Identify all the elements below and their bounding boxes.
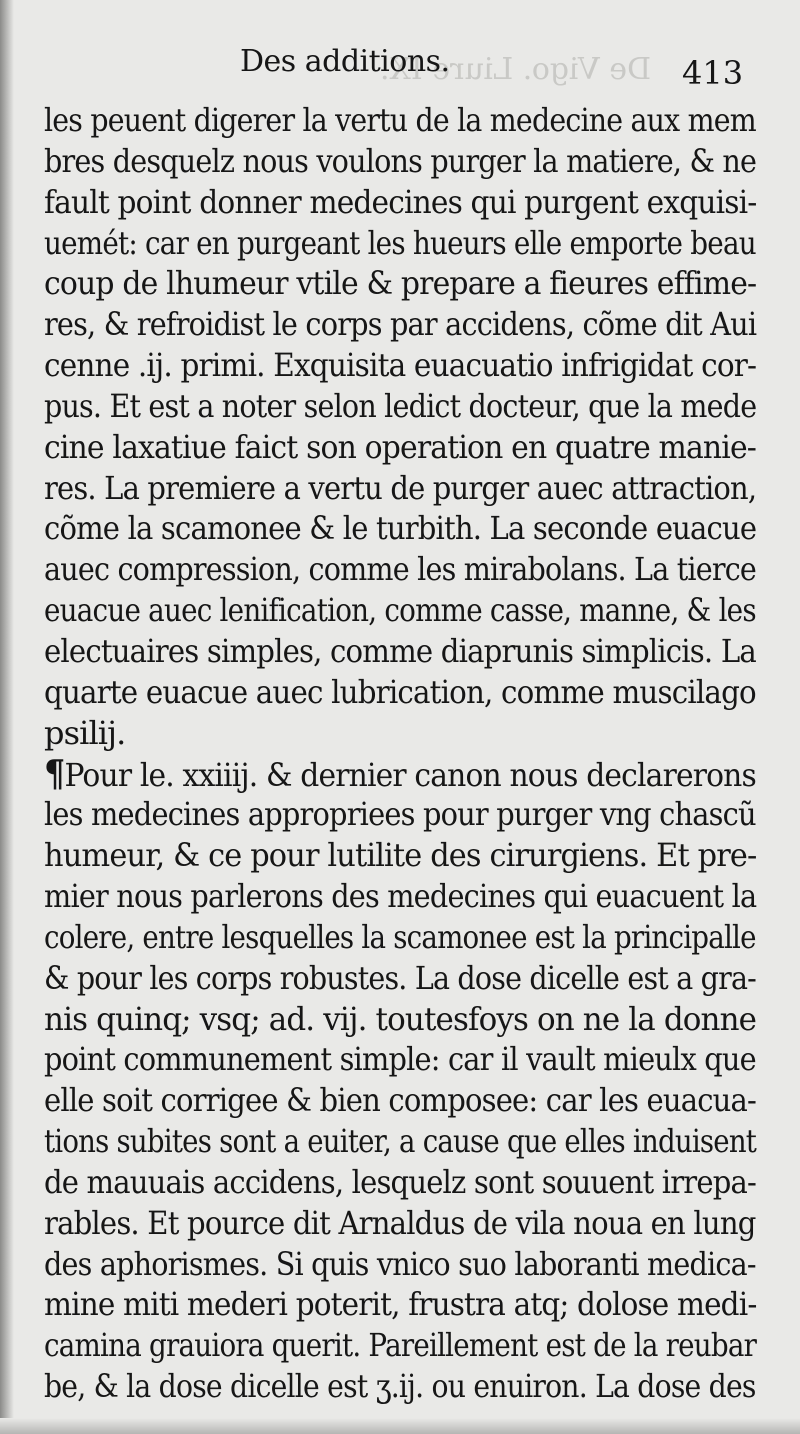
bleed-through-text: De Vigo. Liure IX. <box>380 52 652 87</box>
page-shadow-bottom <box>0 1418 800 1434</box>
text-line: psilij. <box>44 713 126 752</box>
running-title: Des additions. <box>240 44 450 79</box>
text-line: uemét: car en purgeant les hueurs elle emporte beau <box>44 223 756 262</box>
text-line: pus. Et est a noter selon ledict docteur, que la mede <box>44 386 757 425</box>
text-line: bres desquelz nous voulons purger la matiere, & ne <box>44 141 757 180</box>
text-line: les peuent digerer la vertu de la medecine aux mem <box>44 101 756 139</box>
text-line: des aphorismes. Si quis vnico suo laboranti medica- <box>44 1244 756 1283</box>
body-text <box>44 100 756 1407</box>
text-line: point communement simple: car il vault mieulx que <box>44 1040 756 1079</box>
text-line: & pour les corps robustes. La dose dicelle est a gra- <box>44 958 757 997</box>
text-line: elle soit corrigee & bien composee: car les euacua- <box>44 1081 757 1120</box>
text-line: colere, entre lesquelles la scamonee est la principalle <box>44 917 756 956</box>
paragraph-start-line <box>44 752 756 795</box>
text-line: de mauuais accidens, lesquelz sont souuent irrepa- <box>44 1162 756 1201</box>
text-line: quarte euacue auec lubrication, comme muscilago <box>44 672 756 711</box>
text-line: coup de lhumeur vtile & prepare a fieures effime- <box>44 264 757 303</box>
text-line: electuaires simples, comme diaprunis simplicis. La <box>44 631 756 670</box>
text-line: auec compression, comme les mirabolans. La tierce <box>44 550 757 589</box>
text-line: nis quinq; vsq; ad. vij. toutesfoys on ne la donne <box>44 999 757 1038</box>
pilcrow-mark: ¶ <box>44 752 65 795</box>
text-line: mine miti mederi poterit, frustra atq; dolose medi- <box>44 1285 757 1324</box>
text-line: rables. Et pource dit Arnaldus de vila noua en lung <box>44 1203 756 1242</box>
page-number: 413 <box>682 54 744 92</box>
text-line: res. La premiere a vertu de purger auec attraction, <box>44 468 757 507</box>
text-line: tions subites sont a euiter, a cause que elles induisent <box>44 1122 757 1161</box>
text-line: cõme la scamonee & le turbith. La seconde euacue <box>44 509 757 548</box>
page-shadow-left <box>0 0 14 1434</box>
text-line: les medecines appropriees pour purger vng chascũ <box>44 795 756 834</box>
text-line: fault point donner medecines qui purgent exquisi- <box>44 182 757 221</box>
text-line: humeur, & ce pour lutilite des cirurgiens. Et pre- <box>44 836 757 875</box>
text-line: Pour le. xxiiij. & dernier canon nous declarerons <box>64 755 756 794</box>
text-line: cenne .ij. primi. Exquisita euacuatio infrigidat cor- <box>44 346 757 385</box>
text-line: mier nous parlerons des medecines qui euacuent la <box>44 877 757 916</box>
text-line: euacue auec lenification, comme casse, manne, & les <box>44 591 756 630</box>
text-line: camina grauiora querit. Pareillement est de la reubar <box>44 1326 757 1365</box>
text-line: cine laxatiue faict son operation en quatre manie- <box>44 427 757 466</box>
text-line: be, & la dose dicelle est ʒ.ij. ou enuiron. La dose des <box>44 1367 756 1406</box>
page-header <box>0 40 800 90</box>
text-line: res, & refroidist le corps par accidens, cõme dit Aui <box>44 305 757 344</box>
